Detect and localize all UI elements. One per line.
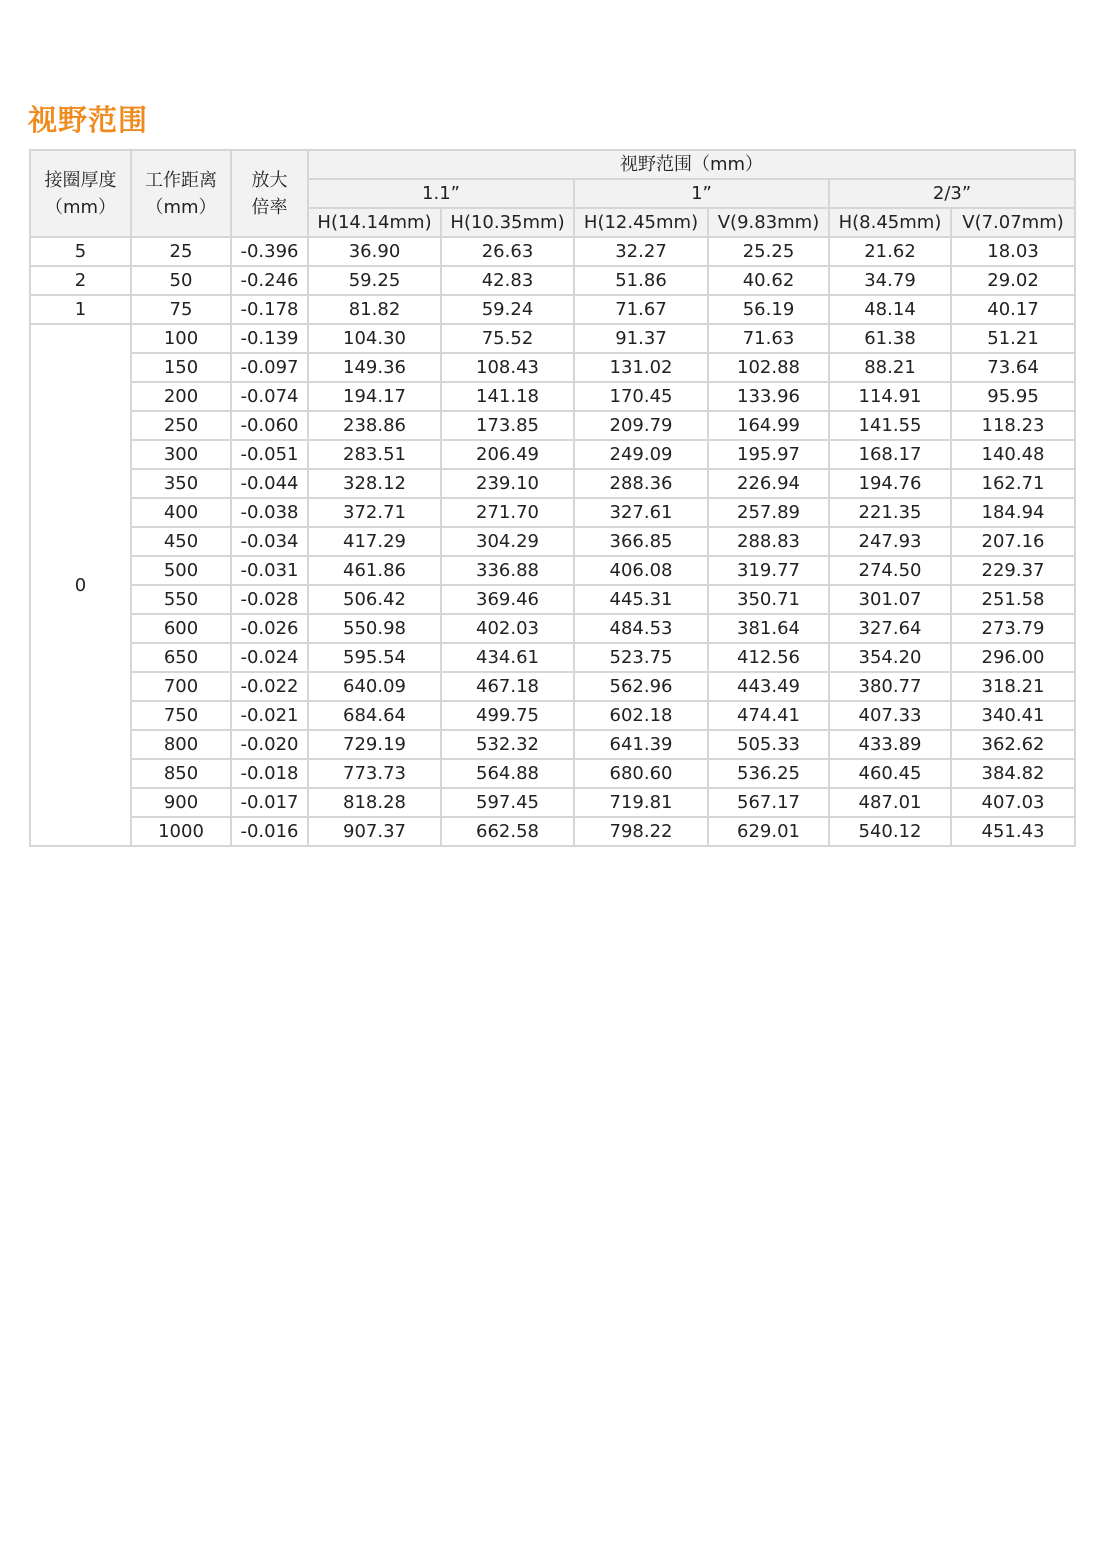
- fov-value-cell: 907.37: [308, 817, 441, 846]
- magnification-cell: -0.031: [231, 556, 308, 585]
- fov-value-cell: 207.16: [951, 527, 1075, 556]
- fov-value-cell: 56.19: [708, 295, 829, 324]
- fov-value-cell: 26.63: [441, 237, 574, 266]
- fov-value-cell: 140.48: [951, 440, 1075, 469]
- fov-value-cell: 221.35: [829, 498, 951, 527]
- table-row: [30, 556, 1075, 585]
- magnification-cell: -0.034: [231, 527, 308, 556]
- working-distance-cell: 700: [131, 672, 231, 701]
- table-row: [30, 266, 1075, 295]
- table-row: [30, 353, 1075, 382]
- table-row: [30, 759, 1075, 788]
- fov-value-cell: 461.86: [308, 556, 441, 585]
- fov-value-cell: 417.29: [308, 527, 441, 556]
- fov-value-cell: 195.97: [708, 440, 829, 469]
- fov-value-cell: 798.22: [574, 817, 708, 846]
- fov-value-cell: 42.83: [441, 266, 574, 295]
- fov-table: [29, 149, 1076, 847]
- fov-value-cell: 595.54: [308, 643, 441, 672]
- fov-value-cell: 506.42: [308, 585, 441, 614]
- header-magnification-line2: 倍率: [251, 196, 288, 218]
- fov-value-cell: 350.71: [708, 585, 829, 614]
- magnification-cell: -0.026: [231, 614, 308, 643]
- fov-value-cell: 532.32: [441, 730, 574, 759]
- working-distance-cell: 25: [131, 237, 231, 266]
- working-distance-cell: 250: [131, 411, 231, 440]
- fov-value-cell: 21.62: [829, 237, 951, 266]
- working-distance-cell: 100: [131, 324, 231, 353]
- fov-value-cell: 641.39: [574, 730, 708, 759]
- fov-value-cell: 40.62: [708, 266, 829, 295]
- working-distance-cell: 300: [131, 440, 231, 469]
- fov-value-cell: 131.02: [574, 353, 708, 382]
- working-distance-cell: 850: [131, 759, 231, 788]
- fov-value-cell: 499.75: [441, 701, 574, 730]
- fov-value-cell: 402.03: [441, 614, 574, 643]
- fov-value-cell: 170.45: [574, 382, 708, 411]
- fov-value-cell: 484.53: [574, 614, 708, 643]
- table-body: [30, 237, 1075, 846]
- fov-value-cell: 433.89: [829, 730, 951, 759]
- fov-value-cell: 523.75: [574, 643, 708, 672]
- fov-value-cell: 729.19: [308, 730, 441, 759]
- fov-value-cell: 168.17: [829, 440, 951, 469]
- magnification-cell: -0.018: [231, 759, 308, 788]
- fov-value-cell: 629.01: [708, 817, 829, 846]
- fov-value-cell: 564.88: [441, 759, 574, 788]
- fov-value-cell: 384.82: [951, 759, 1075, 788]
- fov-value-cell: 32.27: [574, 237, 708, 266]
- fov-value-cell: 567.17: [708, 788, 829, 817]
- fov-value-cell: 273.79: [951, 614, 1075, 643]
- fov-value-cell: 540.12: [829, 817, 951, 846]
- fov-value-cell: 451.43: [951, 817, 1075, 846]
- working-distance-cell: 900: [131, 788, 231, 817]
- header-sensor-2-3: 2/3”: [829, 179, 1075, 208]
- magnification-cell: -0.074: [231, 382, 308, 411]
- fov-value-cell: 434.61: [441, 643, 574, 672]
- fov-value-cell: 239.10: [441, 469, 574, 498]
- ring-thickness-cell: 5: [30, 237, 131, 266]
- table-row: [30, 788, 1075, 817]
- fov-value-cell: 318.21: [951, 672, 1075, 701]
- fov-value-cell: 680.60: [574, 759, 708, 788]
- magnification-cell: -0.028: [231, 585, 308, 614]
- working-distance-cell: 750: [131, 701, 231, 730]
- fov-value-cell: 51.86: [574, 266, 708, 295]
- magnification-cell: -0.038: [231, 498, 308, 527]
- fov-value-cell: 61.38: [829, 324, 951, 353]
- fov-value-cell: 34.79: [829, 266, 951, 295]
- magnification-cell: -0.396: [231, 237, 308, 266]
- fov-value-cell: 536.25: [708, 759, 829, 788]
- table-row: [30, 585, 1075, 614]
- header-ring-thickness: [30, 150, 131, 237]
- magnification-cell: -0.022: [231, 672, 308, 701]
- fov-value-cell: 407.33: [829, 701, 951, 730]
- header-ring-thickness-line1: 接圈厚度: [44, 169, 117, 191]
- fov-value-cell: 18.03: [951, 237, 1075, 266]
- table-row: [30, 324, 1075, 353]
- fov-value-cell: 209.79: [574, 411, 708, 440]
- fov-value-cell: 407.03: [951, 788, 1075, 817]
- header-magnification-line1: 放大: [251, 169, 288, 191]
- fov-value-cell: 406.08: [574, 556, 708, 585]
- fov-value-cell: 366.85: [574, 527, 708, 556]
- fov-value-cell: 550.98: [308, 614, 441, 643]
- fov-value-cell: 118.23: [951, 411, 1075, 440]
- magnification-cell: -0.246: [231, 266, 308, 295]
- fov-value-cell: 474.41: [708, 701, 829, 730]
- fov-value-cell: 662.58: [441, 817, 574, 846]
- fov-value-cell: 40.17: [951, 295, 1075, 324]
- fov-value-cell: 249.09: [574, 440, 708, 469]
- fov-value-cell: 443.49: [708, 672, 829, 701]
- fov-value-cell: 73.64: [951, 353, 1075, 382]
- magnification-cell: -0.016: [231, 817, 308, 846]
- header-working-distance-line2: （mm）: [145, 196, 217, 218]
- fov-value-cell: 319.77: [708, 556, 829, 585]
- fov-value-cell: 380.77: [829, 672, 951, 701]
- working-distance-cell: 50: [131, 266, 231, 295]
- table-header: [30, 150, 1075, 237]
- fov-value-cell: 48.14: [829, 295, 951, 324]
- fov-value-cell: 336.88: [441, 556, 574, 585]
- table-row: [30, 614, 1075, 643]
- fov-value-cell: 238.86: [308, 411, 441, 440]
- magnification-cell: -0.021: [231, 701, 308, 730]
- header-sensor-1: 1”: [574, 179, 829, 208]
- fov-value-cell: 327.61: [574, 498, 708, 527]
- header-working-distance: [131, 150, 231, 237]
- fov-value-cell: 59.24: [441, 295, 574, 324]
- page-title: 视野范围: [28, 103, 149, 137]
- header-sub-column: H(10.35mm): [441, 208, 574, 237]
- working-distance-cell: 350: [131, 469, 231, 498]
- magnification-cell: -0.060: [231, 411, 308, 440]
- fov-value-cell: 59.25: [308, 266, 441, 295]
- fov-value-cell: 597.45: [441, 788, 574, 817]
- header-sub-column: V(7.07mm): [951, 208, 1075, 237]
- table-row: [30, 498, 1075, 527]
- fov-value-cell: 149.36: [308, 353, 441, 382]
- ring-thickness-cell: 1: [30, 295, 131, 324]
- working-distance-cell: 75: [131, 295, 231, 324]
- fov-value-cell: 354.20: [829, 643, 951, 672]
- fov-value-cell: 684.64: [308, 701, 441, 730]
- fov-value-cell: 304.29: [441, 527, 574, 556]
- working-distance-cell: 550: [131, 585, 231, 614]
- fov-value-cell: 51.21: [951, 324, 1075, 353]
- magnification-cell: -0.051: [231, 440, 308, 469]
- working-distance-cell: 150: [131, 353, 231, 382]
- fov-value-cell: 108.43: [441, 353, 574, 382]
- fov-value-cell: 81.82: [308, 295, 441, 324]
- fov-value-cell: 412.56: [708, 643, 829, 672]
- header-ring-thickness-line2: （mm）: [44, 196, 117, 218]
- fov-value-cell: 271.70: [441, 498, 574, 527]
- fov-value-cell: 71.67: [574, 295, 708, 324]
- table-row: [30, 237, 1075, 266]
- ring-thickness-cell: 0: [30, 324, 131, 846]
- header-fov-group: 视野范围（mm）: [308, 150, 1075, 179]
- magnification-cell: -0.020: [231, 730, 308, 759]
- fov-value-cell: 102.88: [708, 353, 829, 382]
- fov-value-cell: 194.76: [829, 469, 951, 498]
- fov-value-cell: 719.81: [574, 788, 708, 817]
- table-row: [30, 469, 1075, 498]
- fov-value-cell: 288.36: [574, 469, 708, 498]
- fov-value-cell: 173.85: [441, 411, 574, 440]
- fov-value-cell: 162.71: [951, 469, 1075, 498]
- magnification-cell: -0.178: [231, 295, 308, 324]
- header-sub-column: H(14.14mm): [308, 208, 441, 237]
- fov-value-cell: 340.41: [951, 701, 1075, 730]
- ring-thickness-cell: 2: [30, 266, 131, 295]
- magnification-cell: -0.024: [231, 643, 308, 672]
- fov-value-cell: 247.93: [829, 527, 951, 556]
- magnification-cell: -0.097: [231, 353, 308, 382]
- header-sub-column: V(9.83mm): [708, 208, 829, 237]
- fov-value-cell: 25.25: [708, 237, 829, 266]
- fov-value-cell: 773.73: [308, 759, 441, 788]
- header-sub-column: H(12.45mm): [574, 208, 708, 237]
- fov-value-cell: 133.96: [708, 382, 829, 411]
- fov-value-cell: 274.50: [829, 556, 951, 585]
- working-distance-cell: 450: [131, 527, 231, 556]
- fov-value-cell: 288.83: [708, 527, 829, 556]
- fov-value-cell: 164.99: [708, 411, 829, 440]
- header-working-distance-line1: 工作距离: [145, 169, 217, 191]
- header-sub-column: H(8.45mm): [829, 208, 951, 237]
- working-distance-cell: 800: [131, 730, 231, 759]
- working-distance-cell: 500: [131, 556, 231, 585]
- fov-value-cell: 75.52: [441, 324, 574, 353]
- fov-value-cell: 381.64: [708, 614, 829, 643]
- fov-value-cell: 251.58: [951, 585, 1075, 614]
- fov-value-cell: 467.18: [441, 672, 574, 701]
- table-row: [30, 527, 1075, 556]
- fov-value-cell: 226.94: [708, 469, 829, 498]
- table-row: [30, 440, 1075, 469]
- working-distance-cell: 650: [131, 643, 231, 672]
- fov-value-cell: 71.63: [708, 324, 829, 353]
- fov-value-cell: 29.02: [951, 266, 1075, 295]
- fov-value-cell: 36.90: [308, 237, 441, 266]
- table-row: [30, 643, 1075, 672]
- header-sensor-1-1: 1.1”: [308, 179, 574, 208]
- fov-value-cell: 640.09: [308, 672, 441, 701]
- header-magnification: [231, 150, 308, 237]
- magnification-cell: -0.139: [231, 324, 308, 353]
- fov-value-cell: 229.37: [951, 556, 1075, 585]
- fov-value-cell: 257.89: [708, 498, 829, 527]
- fov-value-cell: 104.30: [308, 324, 441, 353]
- fov-value-cell: 91.37: [574, 324, 708, 353]
- fov-value-cell: 194.17: [308, 382, 441, 411]
- table-row: [30, 701, 1075, 730]
- fov-value-cell: 369.46: [441, 585, 574, 614]
- fov-value-cell: 206.49: [441, 440, 574, 469]
- fov-value-cell: 114.91: [829, 382, 951, 411]
- table-row: [30, 817, 1075, 846]
- table-row: [30, 411, 1075, 440]
- magnification-cell: -0.017: [231, 788, 308, 817]
- fov-value-cell: 184.94: [951, 498, 1075, 527]
- table-row: [30, 672, 1075, 701]
- magnification-cell: -0.044: [231, 469, 308, 498]
- fov-value-cell: 328.12: [308, 469, 441, 498]
- fov-value-cell: 562.96: [574, 672, 708, 701]
- fov-value-cell: 487.01: [829, 788, 951, 817]
- fov-value-cell: 372.71: [308, 498, 441, 527]
- fov-value-cell: 602.18: [574, 701, 708, 730]
- fov-value-cell: 301.07: [829, 585, 951, 614]
- fov-value-cell: 141.55: [829, 411, 951, 440]
- fov-value-cell: 283.51: [308, 440, 441, 469]
- fov-value-cell: 95.95: [951, 382, 1075, 411]
- fov-value-cell: 445.31: [574, 585, 708, 614]
- table-row: [30, 382, 1075, 411]
- fov-value-cell: 818.28: [308, 788, 441, 817]
- working-distance-cell: 600: [131, 614, 231, 643]
- fov-value-cell: 362.62: [951, 730, 1075, 759]
- fov-value-cell: 505.33: [708, 730, 829, 759]
- table-row: [30, 730, 1075, 759]
- fov-value-cell: 296.00: [951, 643, 1075, 672]
- fov-value-cell: 327.64: [829, 614, 951, 643]
- working-distance-cell: 400: [131, 498, 231, 527]
- working-distance-cell: 200: [131, 382, 231, 411]
- working-distance-cell: 1000: [131, 817, 231, 846]
- fov-value-cell: 88.21: [829, 353, 951, 382]
- fov-value-cell: 460.45: [829, 759, 951, 788]
- table-row: [30, 295, 1075, 324]
- fov-value-cell: 141.18: [441, 382, 574, 411]
